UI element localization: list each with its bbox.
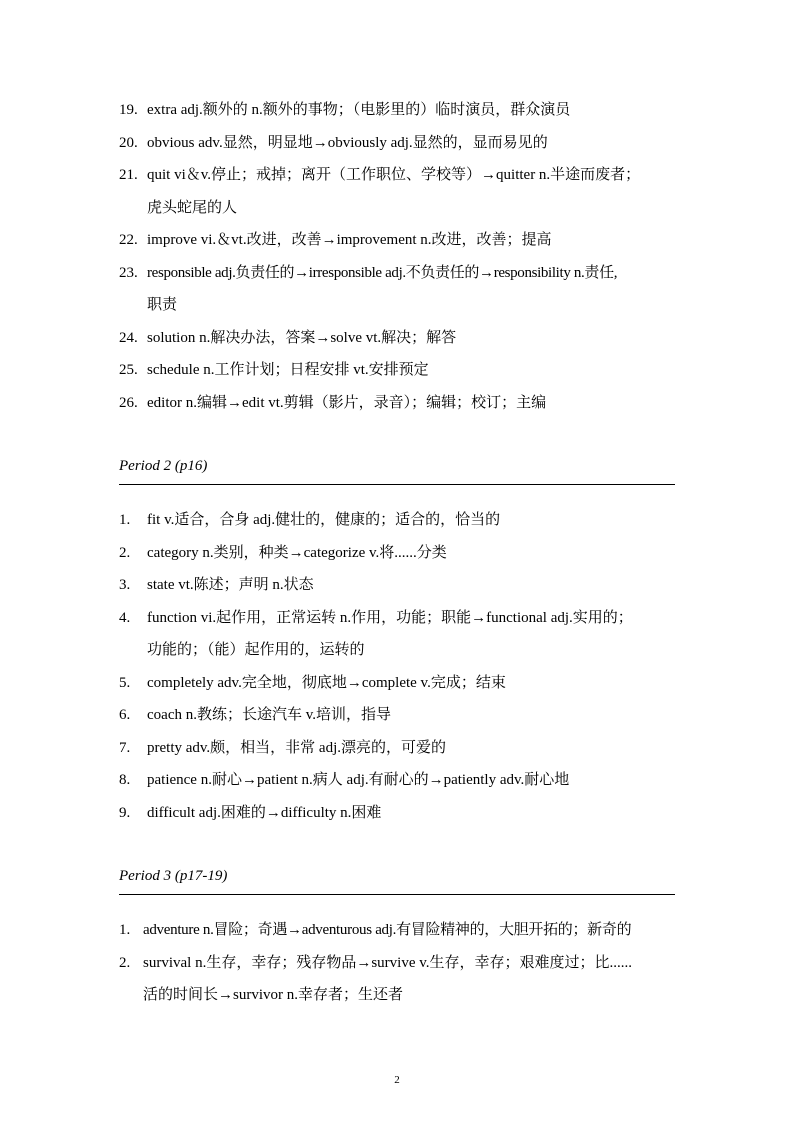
item-text-line: coach n.教练；长途汽车 v.培训，指导	[147, 707, 392, 723]
page-number: 2	[394, 1074, 400, 1086]
item-text	[147, 127, 675, 160]
list-item	[119, 159, 675, 224]
item-text-line: solution n.解决办法，答案→solve vt.解决；解答	[147, 329, 457, 346]
item-text	[147, 224, 675, 257]
item-text	[147, 667, 675, 700]
item-text-line: schedule n.工作计划；日程安排 vt.安排预定	[147, 362, 429, 378]
item-number: 7.	[119, 739, 131, 756]
item-text	[147, 732, 675, 765]
item-number: 1.	[119, 922, 131, 938]
list-item	[119, 569, 675, 602]
page-content	[119, 94, 675, 1012]
item-text	[147, 94, 675, 127]
item-text-line: improve vi.＆vt.改进，改善→improvement n.改进，改善；提高	[147, 232, 552, 248]
item-text-line: completely adv.完全地，彻底地→complete v.完成；结束	[147, 674, 506, 691]
list-item	[119, 667, 675, 700]
list-item	[119, 257, 675, 322]
item-text	[147, 764, 675, 797]
item-number: 21.	[119, 167, 138, 183]
item-text-continuation: 虎头蛇尾的人	[147, 199, 238, 216]
item-text-line: pretty adv.颇，相当，非常 adj.漂亮的，可爱的	[147, 739, 446, 756]
item-text	[147, 602, 675, 667]
item-text	[147, 569, 675, 602]
list-item	[119, 797, 675, 830]
item-text-continuation: 功能的；（能）起作用的，运转的	[147, 642, 365, 658]
item-text	[147, 257, 675, 322]
item-text	[143, 914, 675, 947]
list-item	[119, 94, 675, 127]
item-number: 22.	[119, 232, 138, 248]
item-text-continuation: 职责	[147, 297, 178, 313]
item-number: 1.	[119, 512, 131, 528]
list-item	[119, 322, 675, 355]
item-number: 20.	[119, 134, 138, 151]
vocab-section-period-1-continued	[119, 94, 675, 419]
list-item	[119, 764, 675, 797]
item-text-line: difficult adj.困难的→difficulty n.困难	[147, 804, 382, 821]
item-text-line: responsible adj.负责任的→irresponsible adj.不负责任的→responsibility n.责任,	[147, 264, 618, 281]
item-number: 23.	[119, 264, 138, 281]
list-item	[119, 504, 675, 537]
item-text	[147, 504, 675, 537]
item-number: 3.	[119, 577, 131, 593]
item-text	[147, 322, 675, 355]
list-item	[119, 387, 675, 420]
vocab-list	[119, 914, 675, 1012]
list-item	[119, 602, 675, 667]
list-item	[119, 224, 675, 257]
item-number: 25.	[119, 362, 138, 378]
item-number: 6.	[119, 707, 131, 723]
list-item	[119, 127, 675, 160]
item-number: 8.	[119, 772, 131, 788]
item-text-line: editor n.编辑→edit vt.剪辑（影片，录音）；编辑；校订；主编	[147, 394, 547, 411]
item-text	[147, 387, 675, 420]
item-number: 4.	[119, 609, 131, 626]
vocab-section-period-3	[119, 866, 675, 1012]
item-text-line: quit vi＆v.停止；戒掉；离开（工作职位、学校等）→quitter n.半途而废者；	[147, 167, 641, 183]
item-number: 24.	[119, 329, 138, 346]
section-heading: Period 2 (p16)	[119, 456, 675, 485]
item-text-continuation: 活的时间长→survivor n.幸存者；生还者	[143, 987, 403, 1003]
list-item	[119, 699, 675, 732]
item-text-line: obvious adv.显然，明显地→obviously adj.显然的，显而易见的	[147, 134, 548, 151]
item-text-line: category n.类别，种类→categorize v.将......分类	[147, 544, 447, 561]
item-number: 2.	[119, 544, 131, 561]
list-item	[119, 914, 675, 947]
item-number: 9.	[119, 804, 131, 821]
item-number: 5.	[119, 674, 131, 691]
item-text-line: fit v.适合，合身 adj.健壮的，健康的；适合的，恰当的	[147, 512, 501, 528]
item-text-line: survival n.生存，幸存；残存物品→survive v.生存，幸存；艰难度过；比......	[143, 954, 633, 971]
item-number: 26.	[119, 394, 138, 411]
vocab-list	[119, 504, 675, 829]
item-text	[147, 699, 675, 732]
vocab-section-period-2	[119, 456, 675, 829]
list-item	[119, 947, 675, 1012]
vocab-list	[119, 94, 675, 419]
item-number: 2.	[119, 954, 131, 971]
list-item	[119, 732, 675, 765]
item-text-line: function vi.起作用，正常运转 n.作用，功能；职能→functional adj.实用的；	[147, 609, 633, 626]
item-text	[147, 354, 675, 387]
item-text	[143, 947, 675, 1012]
item-number: 19.	[119, 102, 138, 118]
item-text	[147, 159, 675, 224]
list-item	[119, 537, 675, 570]
list-item	[119, 354, 675, 387]
section-heading: Period 3 (p17-19)	[119, 866, 675, 895]
item-text-line: patience n.耐心→patient n.病人 adj.有耐心的→patiently adv.耐心地	[147, 772, 570, 788]
item-text-line: adventure n.冒险；奇遇→adventurous adj.有冒险精神的，大胆开拓的；新奇的	[143, 922, 632, 938]
item-text	[147, 797, 675, 830]
item-text-line: state vt.陈述；声明 n.状态	[147, 577, 314, 593]
item-text-line: extra adj.额外的 n.额外的事物；（电影里的）临时演员，群众演员	[147, 102, 571, 118]
item-text	[147, 537, 675, 570]
